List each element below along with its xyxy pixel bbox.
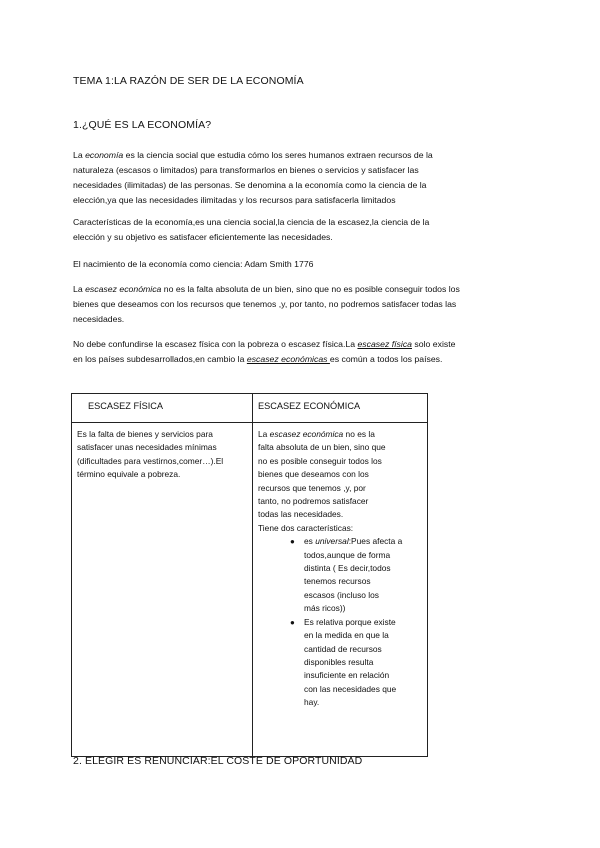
characteristics-intro: Tiene dos características:	[258, 522, 354, 533]
term-escasez-fisica: escasez física	[357, 339, 412, 349]
characteristics-list	[258, 535, 422, 709]
paragraph-escasez-economica: La escasez económica no es la falta absoluta de un bien, sino que no es posible conseguir todos los bienes que deseamos con los recursos que tenemos ,y, por tanto, no podremos satisfacer todas las necesidades.	[73, 284, 460, 324]
header-escasez-fisica: ESCASEZ FÍSICA	[72, 394, 253, 423]
page-title: TEMA 1:LA RAZÓN DE SER DE LA ECONOMÍA	[73, 75, 304, 87]
paragraph-characteristics: Características de la economía,es una ciencia social,la ciencia de la escasez,la ciencia de la elección y su objetivo es satisfacer eficientemente las necesidades.	[73, 217, 430, 242]
list-item: ● Es relativa porque existe en la medida en que la cantidad de recursos disponibles resulta insuficiente en relación con las necesidades que hay.	[290, 616, 397, 708]
section-heading-1: 1.¿QUÉ ES LA ECONOMÍA?	[73, 119, 212, 131]
term-escasez-economica: escasez económica	[85, 284, 162, 294]
section-heading-2: 2. ELEGIR ES RENUNCIAR:EL COSTE DE OPORTUNIDAD	[73, 755, 363, 767]
term-economia: economía	[85, 150, 124, 160]
bullet-icon: ●	[290, 537, 295, 547]
table-row	[72, 423, 428, 757]
cell-escasez-fisica: Es la falta de bienes y servicios para satisfacer unas necesidades mínimas (dificultades para vestirnos,comer…).El término equivale a pobreza.	[72, 423, 253, 757]
comparison-table	[71, 393, 428, 757]
table-header-row	[72, 394, 428, 423]
paragraph-definition: La economía es la ciencia social que estudia cómo los seres humanos extraen recursos de la naturaleza (escasos o limitados) para transformarlos en bienes o servicios y satisfacer las necesidades (ilimitadas) de las personas. Se denomina a la economía como la ciencia de la elección,ya que las necesidades ilimitadas y los recursos para satisfacerla limitados	[73, 150, 433, 205]
paragraph-confusion: No debe confundirse la escasez física con la pobreza o escasez física.La escasez física solo existe en los países subdesarrollados,en cambio la escasez económicas es común a todos los países.	[73, 339, 456, 364]
paragraph-origin: El nacimiento de la economía como ciencia: Adam Smith 1776	[73, 259, 314, 269]
header-escasez-economica: ESCASEZ ECONÓMICA	[253, 394, 428, 423]
cell-escasez-economica: La escasez económica no es la falta absoluta de un bien, sino que no es posible conseguir todos los bienes que deseamos con los recursos que tenemos ,y, por tanto, no podremos satisfacer todas las necesidades. Tiene dos características: ● es universal:Pues afecta a todos,aunque de forma distinta ( Es decir,todos tenemos recursos escasos (incluso los más ricos)) ● Es relativa porque existe en la medida en que la cantidad de recursos disponibles resulta insuficiente en relación con las necesidades que hay.	[253, 423, 428, 757]
term-escasez-economicas: escasez económicas	[246, 354, 330, 364]
list-item: ● es universal:Pues afecta a todos,aunque de forma distinta ( Es decir,todos tenemos recursos escasos (incluso los más ricos))	[290, 536, 403, 614]
bullet-icon: ●	[290, 617, 295, 627]
